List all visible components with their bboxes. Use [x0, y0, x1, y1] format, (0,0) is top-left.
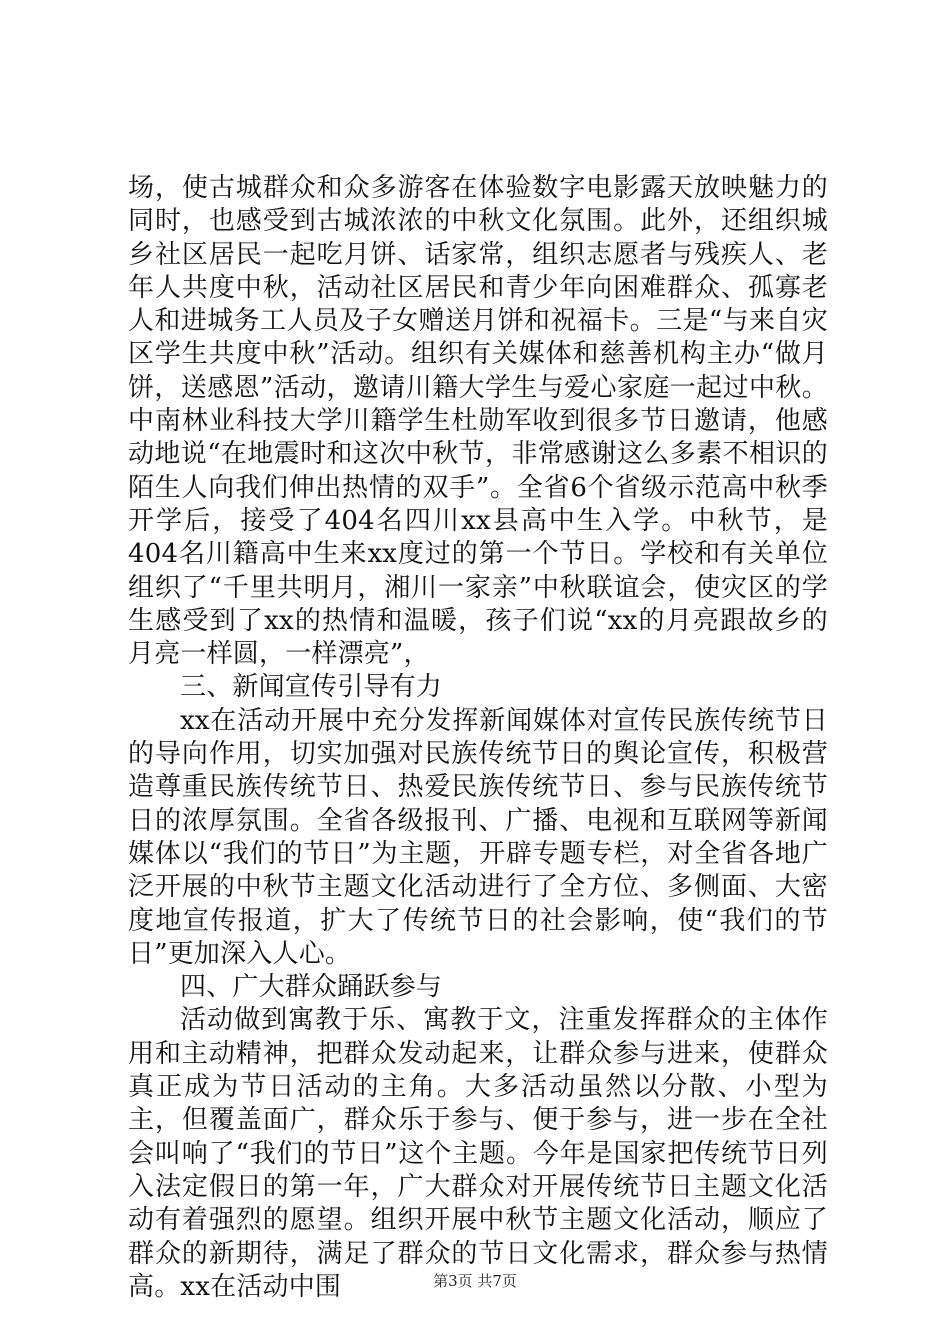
- body-paragraph: 场，使古城群众和众多游客在体验数字电影露天放映魅力的同时，也感受到古城浓浓的中秋文化氛围。此外，还组织城乡社区居民一起吃月饼、话家常，组织志愿者与残疾人、老年人共度中秋，活动社区居民和青少年向困难群众、孤寡老人和进城务工人员及子女赠送月饼和祝福卡。三是“与来自灾区学生共度中秋”活动。组织有关媒体和慈善机构主办“做月饼，送感恩”活动，邀请川籍大学生与爱心家庭一起过中秋。中南林业科技大学川籍学生杜勋军收到很多节日邀请，他感动地说“在地震时和这次中秋节，非常感谢这么多素不相识的陌生人向我们伸出热情的双手”。全省6个省级示范高中秋季开学后，接受了404名四川xx县高中生入学。中秋节，是404名川籍高中生来xx度过的第一个节日。学校和有关单位组织了“千里共明月，湘川一家亲”中秋联谊会，使灾区的学生感受到了xx的热情和温暖，孩子们说“xx的月亮跟故乡的月亮一样圆，一样漂亮”，: [128, 173, 828, 670]
- body-paragraph: xx在活动开展中充分发挥新闻媒体对宣传民族传统节日的导向作用，切实加强对民族传统节日的舆论宣传，积极营造尊重民族传统节日、热爱民族传统节日、参与民族传统节日的浓厚氛围。全省各级报刊、广播、电视和互联网等新闻媒体以“我们的节日”为主题，开辟专题专栏，对全省各地广泛开展的中秋节主题文化活动进行了全方位、多侧面、大密度地宣传报道，扩大了传统节日的社会影响，使“我们的节日”更加深入人心。: [128, 705, 828, 969]
- body-paragraph: 活动做到寓教于乐、寓教于文，注重发挥群众的主体作用和主动精神，把群众发动起来，让群众参与进来，使群众真正成为节日活动的主角。大多活动虽然以分散、小型为主，但覆盖面广，群众乐于参与、便于参与，进一步在全社会叫响了“我们的节日”这个主题。今年是国家把传统节日列入法定假日的第一年，广大群众对开展传统节日主题文化活动有着强烈的愿望。组织开展中秋节主题文化活动，顺应了群众的新期待，满足了群众的节日文化需求，群众参与热情高。xx在活动中围: [128, 1005, 828, 1302]
- section-heading: 三、新闻宣传引导有力: [180, 672, 443, 703]
- section-heading: 四、广大群众踊跃参与: [180, 972, 443, 1003]
- document-body: [128, 172, 828, 1304]
- page-number-footer: 第3页 共7页: [433, 1272, 517, 1290]
